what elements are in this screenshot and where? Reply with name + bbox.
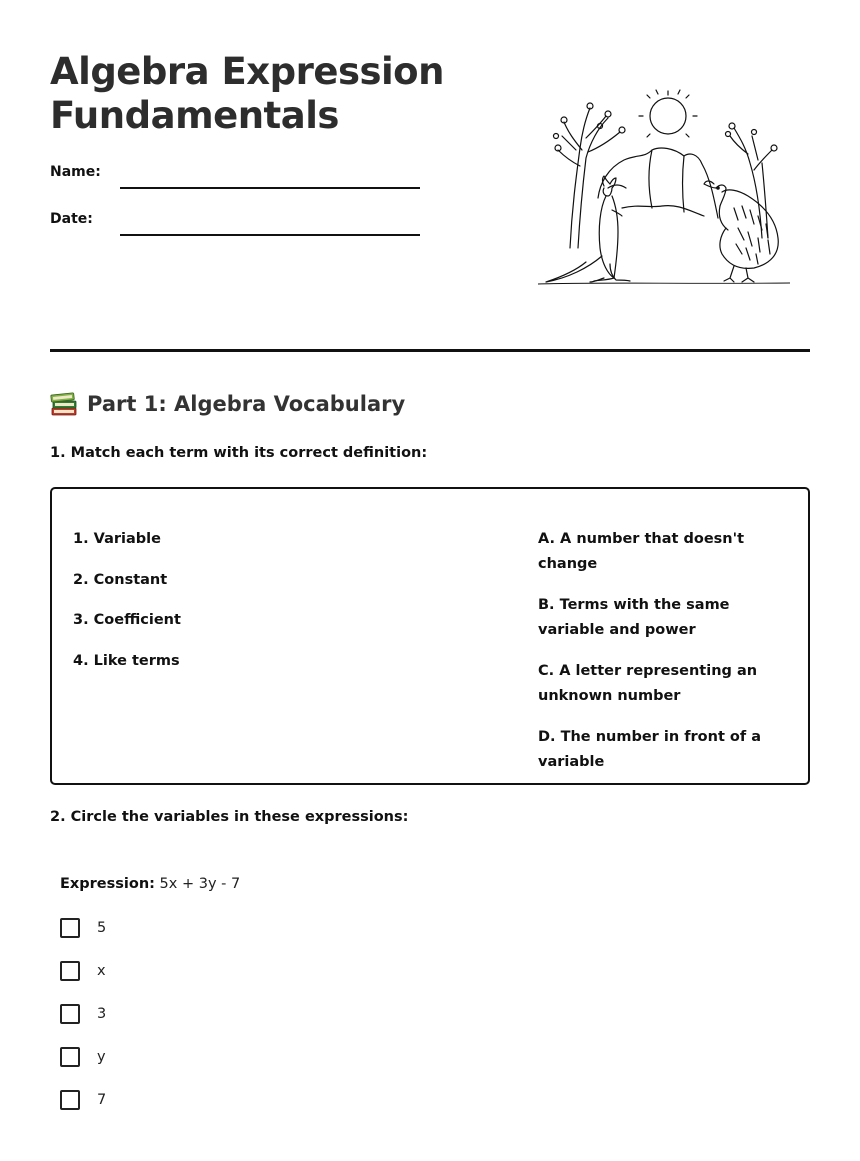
australia-animals-illustration xyxy=(538,88,790,288)
option-item xyxy=(60,1088,360,1112)
expression-value: 5x + 3y - 7 xyxy=(159,876,241,892)
part1-title: Part 1: Algebra Vocabulary xyxy=(87,392,406,416)
question-1-prompt: 1. Match each term with its correct definition: xyxy=(50,445,428,461)
matching-box xyxy=(50,487,810,785)
option-checkbox[interactable] xyxy=(60,961,80,981)
option-checkbox[interactable] xyxy=(60,1090,80,1110)
name-blank-line[interactable] xyxy=(120,187,420,189)
definition-list xyxy=(538,527,798,791)
variable-options xyxy=(60,916,360,1131)
expression-line xyxy=(60,876,240,892)
option-checkbox[interactable] xyxy=(60,1047,80,1067)
left-tree-icon xyxy=(554,103,626,248)
option-item xyxy=(60,1002,360,1026)
option-item xyxy=(60,1045,360,1069)
option-label: 7 xyxy=(97,1092,107,1108)
term-item: 2. Constant xyxy=(73,571,168,588)
part1-heading xyxy=(50,388,405,420)
option-item xyxy=(60,916,360,940)
section-divider xyxy=(50,349,810,352)
worksheet-page xyxy=(50,0,810,1161)
date-label: Date: xyxy=(50,211,93,227)
date-blank-line[interactable] xyxy=(120,234,420,236)
option-checkbox[interactable] xyxy=(60,1004,80,1024)
kangaroo-icon xyxy=(546,176,630,282)
definition-item: B. Terms with the same variable and power xyxy=(538,597,730,638)
name-label: Name: xyxy=(50,164,101,180)
date-field xyxy=(50,209,420,239)
right-tree-icon xyxy=(726,123,778,238)
option-label: 5 xyxy=(97,920,107,936)
definition-item: C. A letter representing an unknown number xyxy=(538,663,758,704)
books-icon xyxy=(50,391,78,417)
term-item: 4. Like terms xyxy=(73,652,180,669)
emu-icon xyxy=(704,181,778,282)
term-item: 1. Variable xyxy=(73,531,161,547)
option-label: y xyxy=(97,1049,106,1065)
definition-item: A. A number that doesn't change xyxy=(538,531,745,572)
sun-icon xyxy=(639,90,697,137)
option-label: x xyxy=(97,963,106,979)
definition-item: D. The number in front of a variable xyxy=(538,729,762,770)
name-field xyxy=(50,162,420,192)
question-2-prompt: 2. Circle the variables in these expressions: xyxy=(50,809,409,825)
expression-label: Expression: xyxy=(60,876,155,892)
term-item: 3. Coefficient xyxy=(73,612,181,628)
option-item xyxy=(60,959,360,983)
term-list xyxy=(73,527,373,689)
option-label: 3 xyxy=(97,1006,107,1022)
option-checkbox[interactable] xyxy=(60,918,80,938)
page-title: Algebra Expression Fundamentals xyxy=(50,50,444,137)
